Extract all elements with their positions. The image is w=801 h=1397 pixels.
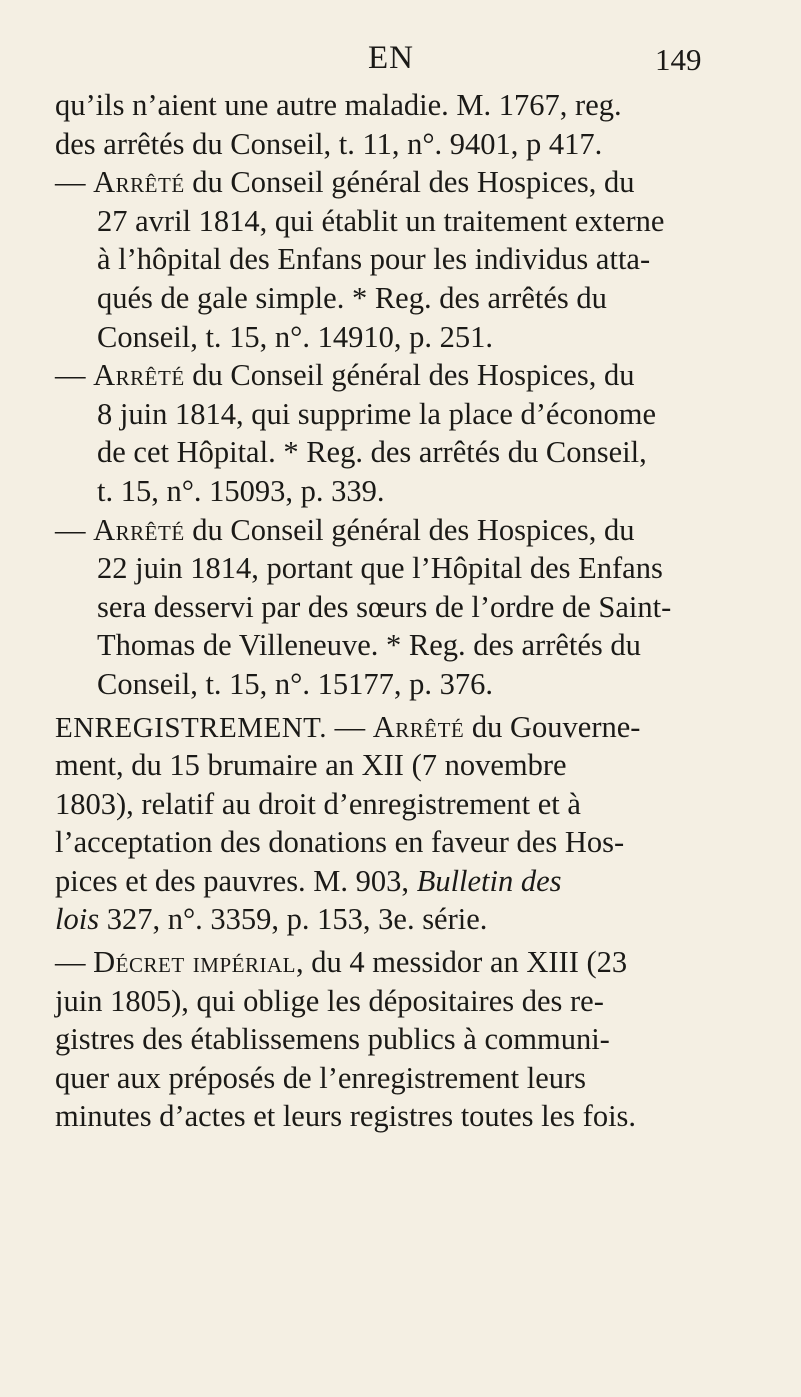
entry-keyword: Décret impérial [93,945,296,980]
entry-first-line: — Décret impérial, du 4 messidor an XIII (23 [55,945,628,980]
text-line: minutes d’actes et leurs registres toutes les fois. [55,1099,637,1134]
text-line: ment, du 15 brumaire an XII (7 novembre [55,748,567,783]
text-line: quer aux préposés de l’enregistrement leurs [55,1060,587,1095]
text-line: l’acceptation des donations en faveur des Hos- [55,825,625,860]
text-line: gistres des établissemens publics à communi- [55,1022,610,1057]
text-line: à l’hôpital des Enfans pour les individus atta- [97,242,651,277]
text-line: qués de gale simple. * Reg. des arrêtés du [97,280,607,315]
section-heading-line: ENREGISTREMENT. — Arrêté du Gouverne- [55,709,641,744]
entry-keyword: Arrêté [372,709,465,744]
bulletin-title: lois [55,902,100,937]
entry-keyword: Arrêté [93,165,185,200]
text-line: pices et des pauvres. M. 903, Bulletin des [55,863,562,898]
running-head [0,40,801,80]
text-line: Conseil, t. 15, n°. 14910, p. 251. [97,319,493,354]
entry-first-line: — Arrêté du Conseil général des Hospices, du [55,358,635,393]
text-line: juin 1805), qui oblige les dépositaires des re- [55,983,604,1018]
text-line: qu’ils n’aient une autre maladie. M. 1767, reg. [55,88,622,122]
entry-first-line: — Arrêté du Conseil général des Hospices, du [55,512,635,547]
entry-keyword: Arrêté [93,512,185,547]
text-line: sera desservi par des sœurs de l’ordre de Saint- [97,589,672,624]
entry-first-line: — Arrêté du Conseil général des Hospices, du [55,165,635,200]
text-line: 8 juin 1814, qui supprime la place d’économe [97,396,657,431]
text-line: des arrêtés du Conseil, t. 11, n°. 9401, p 417. [55,126,603,161]
running-head-word: EN [368,40,414,76]
text-line: 22 juin 1814, portant que l’Hôpital des Enfans [97,551,663,586]
text-line: 27 avril 1814, qui établit un traitement externe [97,203,665,238]
page-number: 149 [655,42,702,77]
section-heading: ENREGISTREMENT. [55,711,327,744]
bulletin-title: Bulletin des [416,863,562,898]
text-line: Thomas de Villeneuve. * Reg. des arrêtés du [97,628,641,663]
body-text [55,86,775,1136]
text-line: lois 327, n°. 3359, p. 153, 3e. série. [55,902,488,937]
entry-keyword: Arrêté [93,358,185,393]
text-line: Conseil, t. 15, n°. 15177, p. 376. [97,666,493,701]
text-line: 1803), relatif au droit d’enregistrement et à [55,786,581,821]
text-line: t. 15, n°. 15093, p. 339. [97,473,385,508]
text-line: de cet Hôpital. * Reg. des arrêtés du Conseil, [97,435,647,470]
